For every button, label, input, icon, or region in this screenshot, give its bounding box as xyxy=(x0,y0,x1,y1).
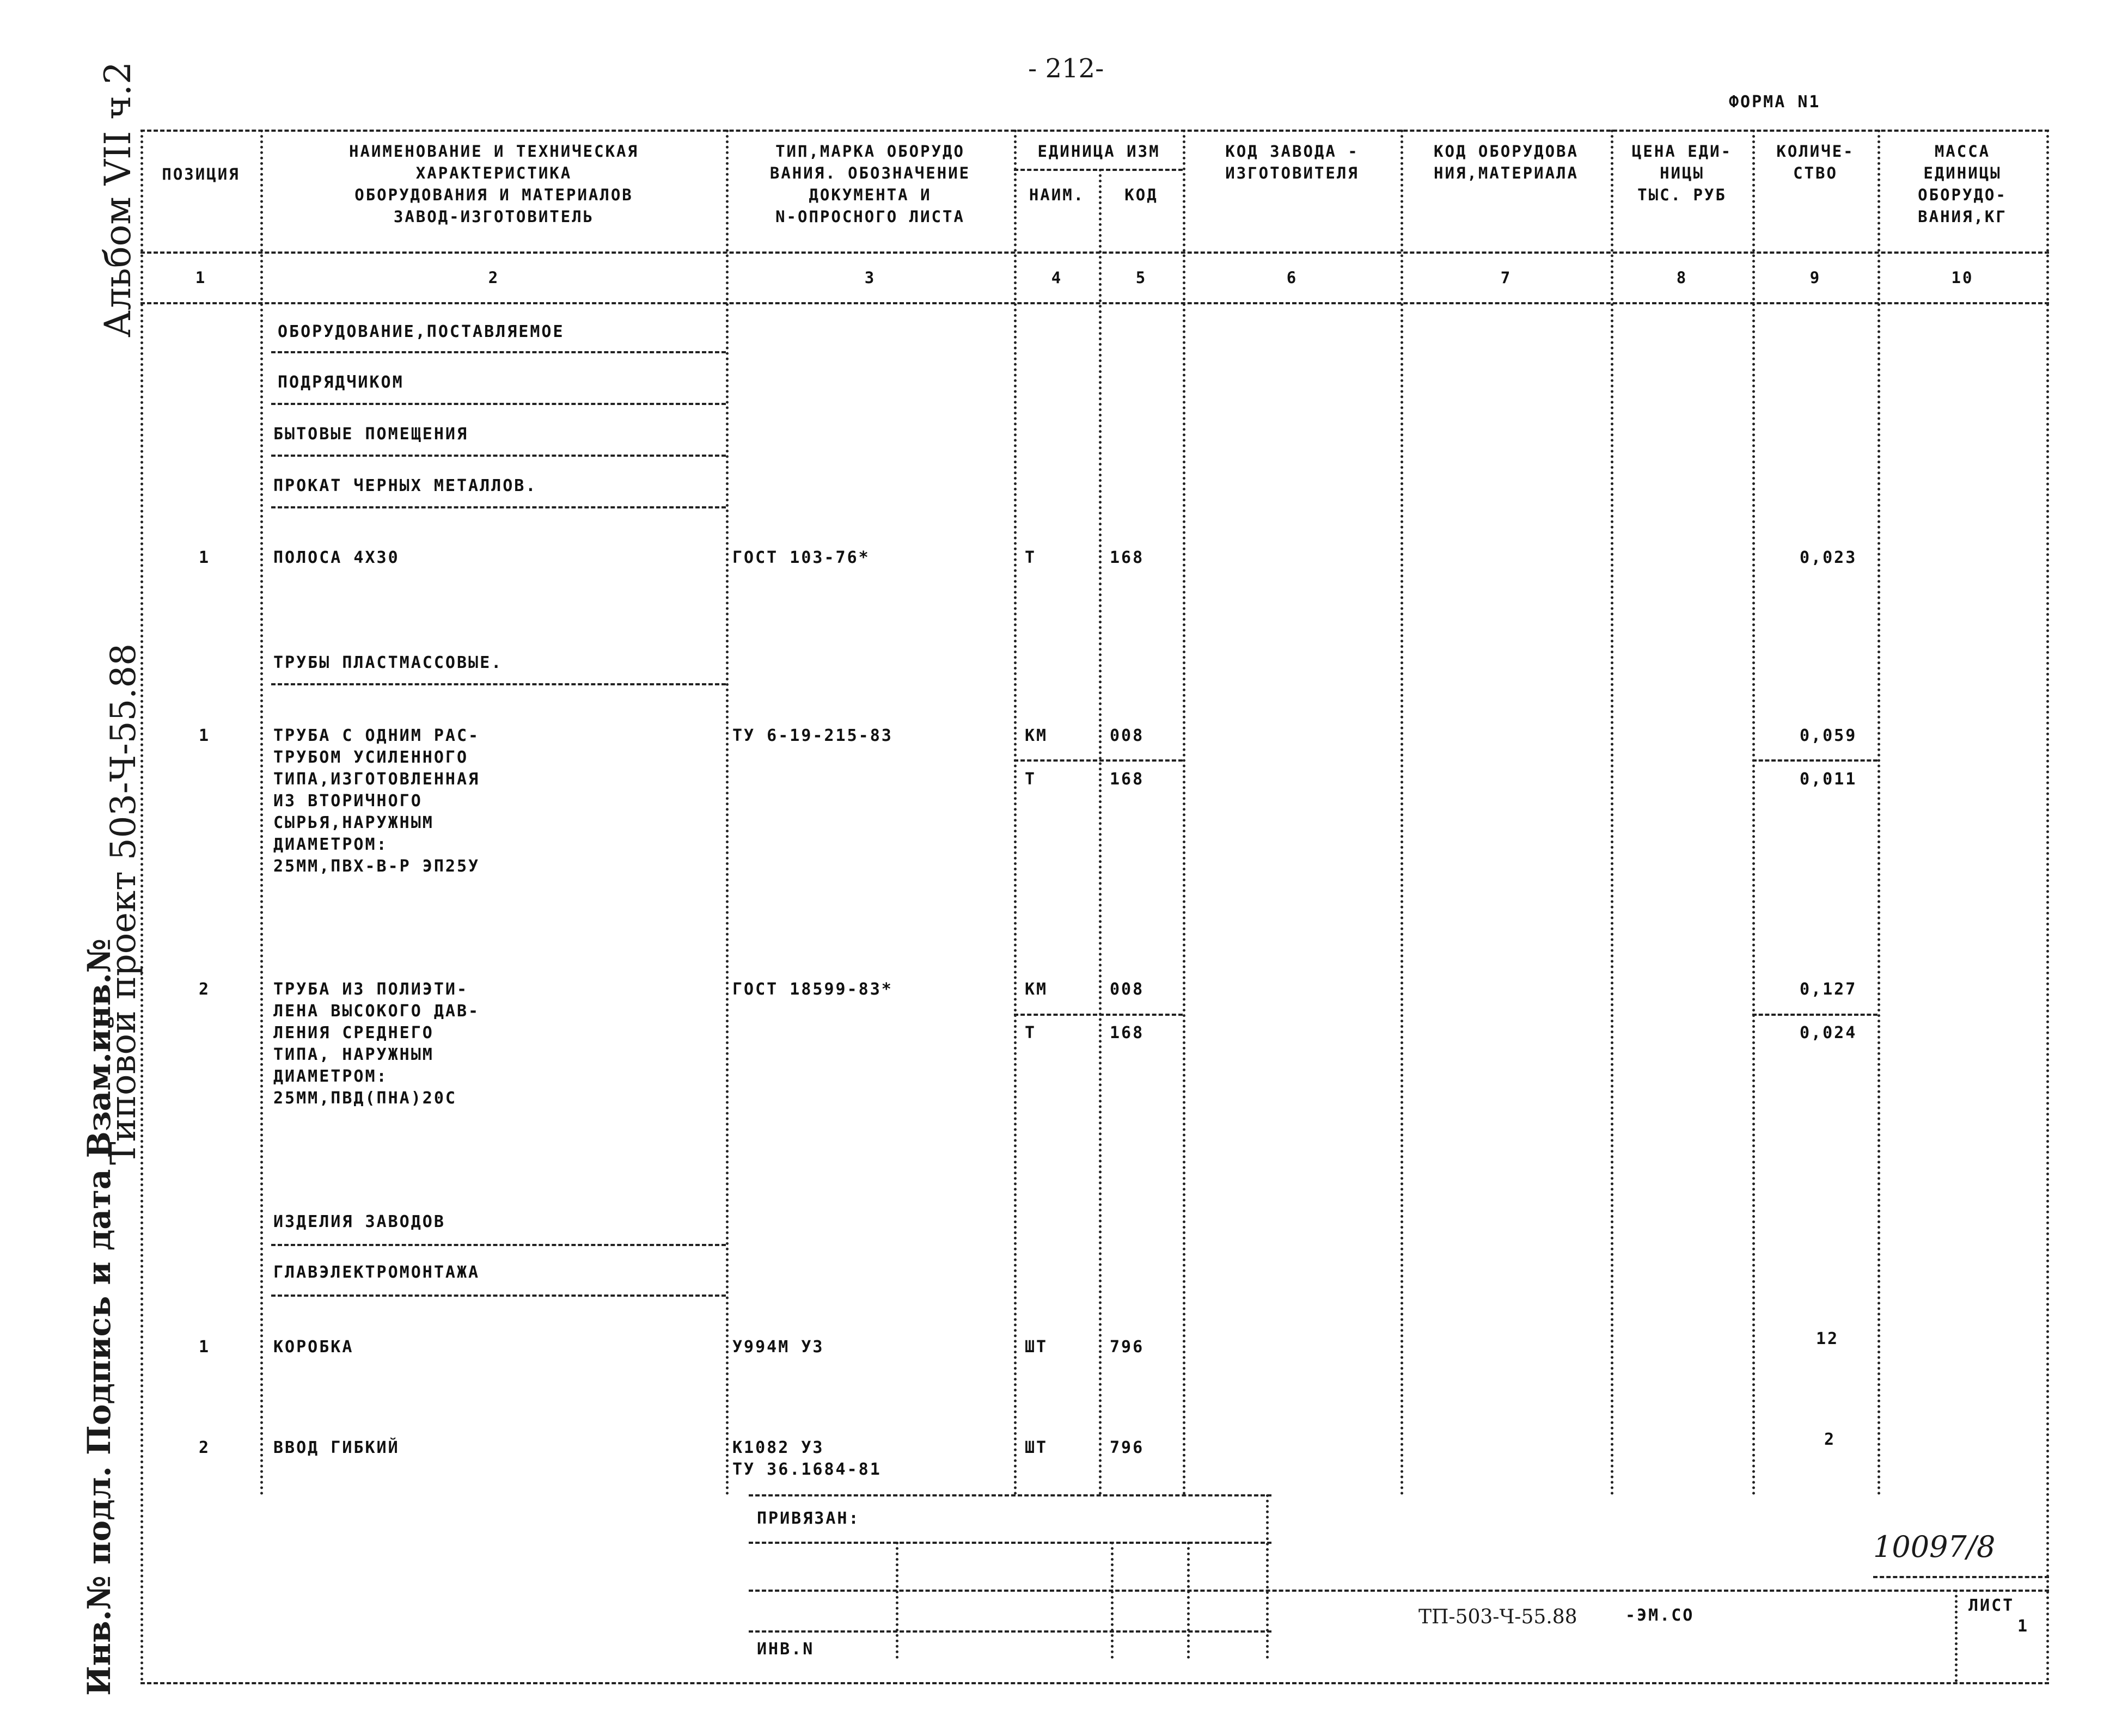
row-strip-unit: Т xyxy=(1025,548,1037,567)
row-flex-position: 2 xyxy=(199,1438,211,1457)
footer-sheet-label: ЛИСТ xyxy=(1968,1596,2015,1615)
row-strip-type: ГОСТ 103-76* xyxy=(732,548,870,567)
row-pipe1-code-1: 008 xyxy=(1110,726,1145,745)
row-strip-name: ПОЛОСА 4Х30 xyxy=(273,548,400,567)
footer-handwritten-number: 10097/8 xyxy=(1873,1530,1996,1564)
vrule-stamp-1 xyxy=(896,1542,898,1659)
footer-bound-label: ПРИВЯЗАН: xyxy=(757,1509,860,1528)
section-factory-line2: ГЛАВЭЛЕКТРОМОНТАЖА xyxy=(273,1263,480,1282)
colnum-6: 6 xyxy=(1286,268,1298,287)
section-factory-line1: ИЗДЕЛИЯ ЗАВОДОВ xyxy=(273,1212,445,1231)
footer-inv-label: ИНВ.N xyxy=(757,1640,815,1659)
header-price: ЦЕНА ЕДИ- НИЦЫ ТЫС. РУБ xyxy=(1631,142,1733,204)
vrule-stamp-3 xyxy=(1187,1542,1190,1659)
stamp-label: Инв.№ подл. Подпись и дата Взам.инв.№ xyxy=(81,938,118,1696)
row-pipe1-quantity-1: 0,059 xyxy=(1800,726,1857,745)
row-pipe1-quantity-2: 0,011 xyxy=(1800,770,1857,789)
rule-section-b xyxy=(271,403,726,405)
section-supplied-line2: ПОДРЯДЧИКОМ xyxy=(278,373,404,392)
colnum-3: 3 xyxy=(864,268,876,287)
row-box-quantity: 12 xyxy=(1816,1329,1839,1348)
row-pipe2-quantity-2: 0,024 xyxy=(1800,1023,1857,1042)
vrule-stamp-2 xyxy=(1111,1542,1114,1659)
row-pipe2-quantity-1: 0,127 xyxy=(1800,980,1857,999)
row-pipe1-unit-1: КМ xyxy=(1025,726,1048,745)
vrule-unit xyxy=(1099,169,1102,1496)
colnum-4: 4 xyxy=(1051,268,1063,287)
form-label: ФОРМА N1 xyxy=(1729,93,1821,112)
section-supplied-line1: ОБОРУДОВАНИЕ,ПОСТАВЛЯЕМОЕ xyxy=(278,322,565,341)
vrule-stamp-4 xyxy=(1266,1494,1269,1659)
header-type: ТИП,МАРКА ОБОРУДО ВАНИЯ. ОБОЗНАЧЕНИЕ ДОКУМЕНТА И N-ОПРОСНОГО ЛИСТА xyxy=(769,142,971,226)
vrule-price xyxy=(1752,130,1755,1496)
colnum-7: 7 xyxy=(1500,268,1512,287)
rule-stamp-2 xyxy=(749,1590,2049,1592)
header-unit-code: КОД xyxy=(1124,186,1158,204)
row-pipe1-unit-2: Т xyxy=(1025,770,1037,789)
row-box-position: 1 xyxy=(199,1338,211,1357)
row-flex-name: ВВОД ГИБКИЙ xyxy=(273,1438,400,1457)
rule-section-a xyxy=(271,351,726,353)
row-pipe1-type: ТУ 6-19-215-83 xyxy=(732,726,893,745)
row-strip-position: 1 xyxy=(199,548,211,567)
rule-unit-sub-1 xyxy=(1014,759,1183,762)
colnum-10: 10 xyxy=(1951,268,1974,287)
colnum-9: 9 xyxy=(1809,268,1821,287)
row-pipe1-code-2: 168 xyxy=(1110,770,1145,789)
row-pipe1-name: ТРУБА С ОДНИМ РАС- ТРУБОМ УСИЛЕННОГО ТИПА,ИЗГОТОВЛЕННАЯ ИЗ ВТОРИЧНОГО СЫРЬЯ,НАРУЖНЫМ ДИАМЕТРОМ: 25ММ,ПВХ-В-Р ЭП25У xyxy=(273,726,480,876)
header-position: ПОЗИЦИЯ xyxy=(162,165,240,183)
rule-stamp-3 xyxy=(749,1630,1271,1633)
rule-qty-sub-2 xyxy=(1752,1014,1878,1016)
row-flex-quantity: 2 xyxy=(1824,1430,1836,1449)
rule-handwritten-underline xyxy=(1873,1576,2049,1578)
row-pipe2-type: ГОСТ 18599-83* xyxy=(732,980,893,999)
vrule-name xyxy=(726,130,729,1496)
rule-colnums-bottom xyxy=(140,302,2049,304)
header-equipment-code: КОД ОБОРУДОВА НИЯ,МАТЕРИАЛА xyxy=(1434,142,1579,182)
vrule-type xyxy=(1014,130,1017,1496)
rule-section-e xyxy=(271,683,726,685)
section-plastic: ТРУБЫ ПЛАСТМАССОВЫЕ. xyxy=(273,653,503,672)
row-flex-code: 796 xyxy=(1110,1438,1145,1457)
vrule-sheet xyxy=(1955,1590,1958,1682)
colnum-5: 5 xyxy=(1135,268,1147,287)
row-pipe2-unit-1: КМ xyxy=(1025,980,1048,999)
row-flex-unit: ШТ xyxy=(1025,1438,1048,1457)
header-unit-name: НАИМ. xyxy=(1029,186,1085,204)
row-box-code: 796 xyxy=(1110,1338,1145,1357)
rule-qty-sub-1 xyxy=(1752,759,1878,762)
rule-page-bottom xyxy=(140,1682,2049,1684)
rule-top xyxy=(140,130,2049,132)
vrule-right xyxy=(2046,130,2049,1682)
rule-section-c xyxy=(271,455,726,457)
rule-section-f xyxy=(271,1244,726,1246)
row-pipe1-position: 1 xyxy=(199,726,211,745)
rule-unit-sub-2 xyxy=(1014,1014,1183,1016)
row-box-unit: ШТ xyxy=(1025,1338,1048,1357)
rule-stamp-1 xyxy=(749,1542,1271,1544)
rule-header-bottom xyxy=(140,251,2049,254)
header-quantity: КОЛИЧЕ- СТВО xyxy=(1776,142,1855,182)
vrule-qty xyxy=(1878,130,1880,1496)
header-mass: МАССА ЕДИНИЦЫ ОБОРУДО- ВАНИЯ,КГ xyxy=(1918,142,2007,226)
header-unit: ЕДИНИЦА ИЗМ xyxy=(1037,142,1160,161)
row-box-name: КОРОБКА xyxy=(273,1338,354,1357)
header-name: НАИМЕНОВАНИЕ И ТЕХНИЧЕСКАЯ ХАРАКТЕРИСТИКА ОБОРУДОВАНИЯ И МАТЕРИАЛОВ ЗАВОД-ИЗГОТОВИТЕЛЬ xyxy=(349,142,639,226)
colnum-1: 1 xyxy=(195,268,207,287)
rule-unit-split xyxy=(1014,169,1183,171)
row-pipe2-code-1: 008 xyxy=(1110,980,1145,999)
album-label: Альбом VII ч.2 xyxy=(97,61,139,338)
footer-doc-suffix: -ЭМ.СО xyxy=(1625,1606,1695,1625)
row-pipe2-name: ТРУБА ИЗ ПОЛИЭТИ- ЛЕНА ВЫСОКОГО ДАВ- ЛЕНИЯ СРЕДНЕГО ТИПА, НАРУЖНЫМ ДИАМЕТРОМ: 25ММ,ПВД(ПНА)20С xyxy=(273,980,480,1108)
project-label: Типовой проект 503-Ч-55.88 xyxy=(103,643,144,1165)
row-box-type: У994М УЗ xyxy=(732,1338,824,1357)
rule-stamp-top xyxy=(749,1494,1271,1496)
row-flex-type: К1082 УЗ ТУ 36.1684-81 xyxy=(732,1438,882,1479)
row-pipe2-code-2: 168 xyxy=(1110,1023,1145,1042)
vrule-code xyxy=(1183,130,1185,1496)
vrule-pos xyxy=(260,130,263,1496)
section-metals: ПРОКАТ ЧЕРНЫХ МЕТАЛЛОВ. xyxy=(273,476,537,495)
vrule-factory xyxy=(1401,130,1403,1496)
vrule-left xyxy=(140,130,143,1682)
rule-section-g xyxy=(271,1295,726,1297)
footer-sheet-number: 1 xyxy=(2017,1617,2029,1636)
page-number: - 212- xyxy=(1028,53,1104,84)
section-rooms: БЫТОВЫЕ ПОМЕЩЕНИЯ xyxy=(273,425,469,444)
colnum-8: 8 xyxy=(1676,268,1688,287)
vrule-equipcode xyxy=(1611,130,1613,1496)
rule-section-d xyxy=(271,506,726,508)
footer-doc-code: ТП-503-Ч-55.88 xyxy=(1418,1606,1577,1628)
colnum-2: 2 xyxy=(488,268,500,287)
header-factory-code: КОД ЗАВОДА - ИЗГОТОВИТЕЛЯ xyxy=(1225,142,1359,182)
row-strip-code: 168 xyxy=(1110,548,1145,567)
row-strip-quantity: 0,023 xyxy=(1800,548,1857,567)
row-pipe2-position: 2 xyxy=(199,980,211,999)
row-pipe2-unit-2: Т xyxy=(1025,1023,1037,1042)
